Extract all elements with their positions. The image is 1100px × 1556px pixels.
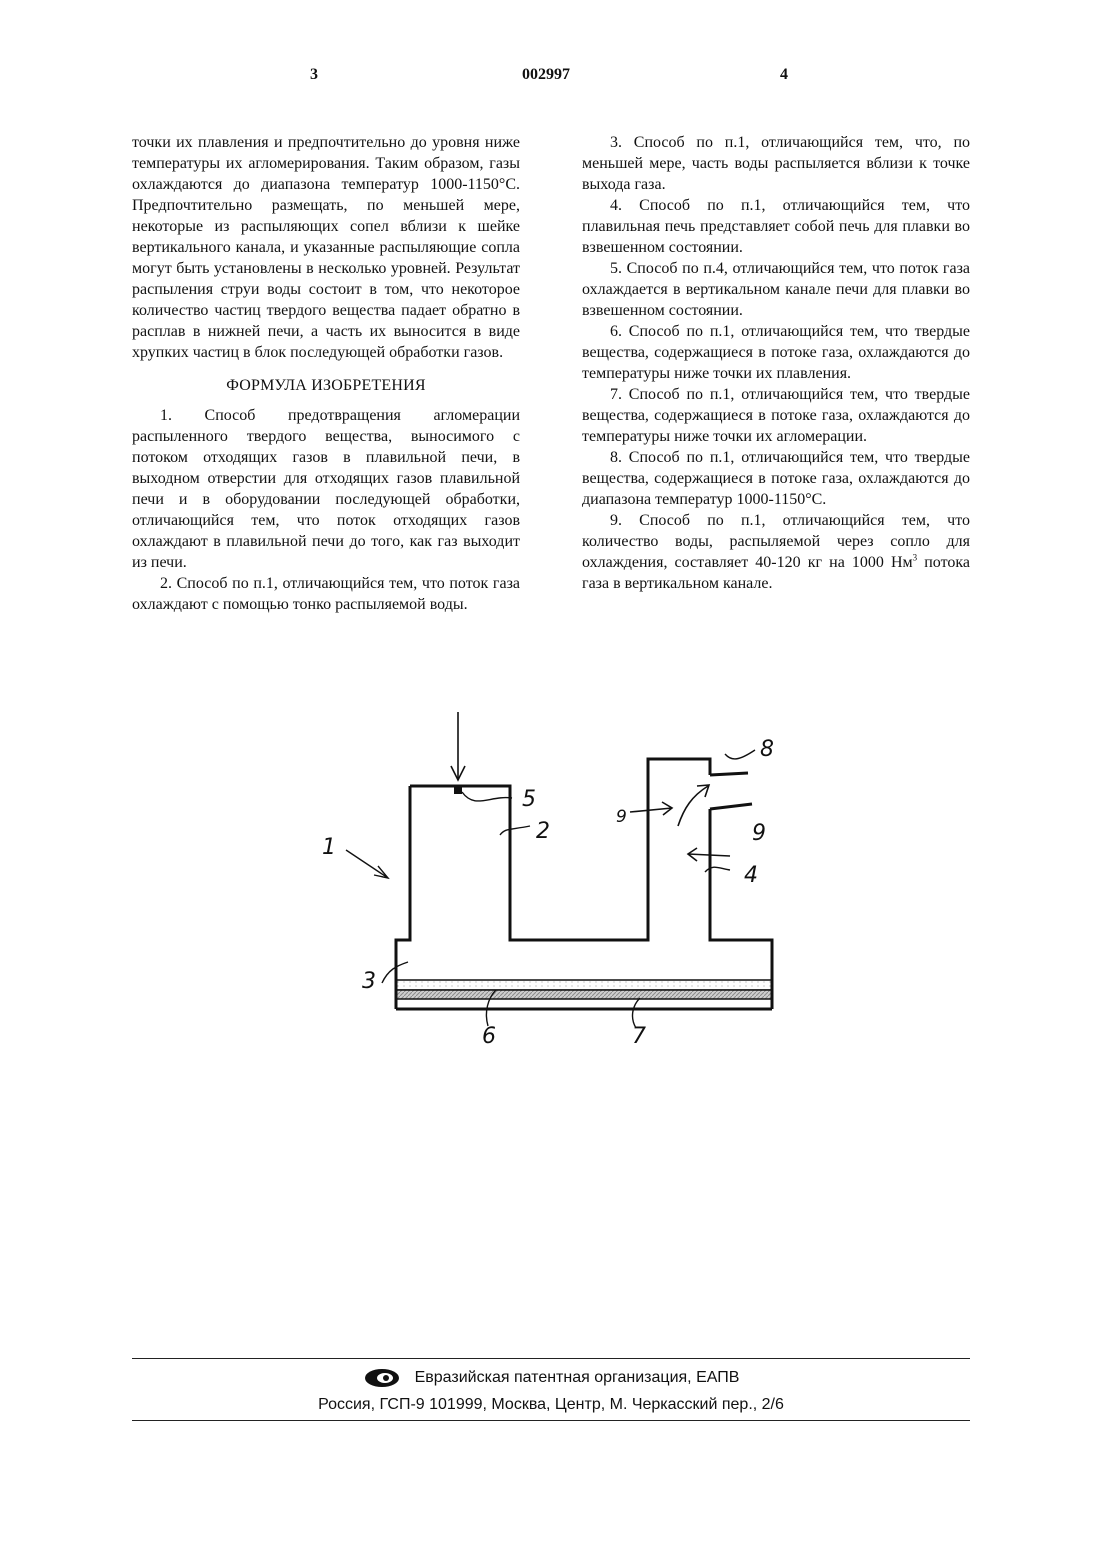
water-arrow-left: [630, 808, 672, 812]
right-column: [582, 132, 970, 594]
nozzle: [454, 786, 462, 794]
footer-organization-name: Евразийская патентная организация, ЕАПВ: [414, 1369, 740, 1386]
document-number: 002997: [522, 66, 570, 83]
claim-9-text: 9. Способ по п.1, отличающийся тем, что количество воды, распыляемой через сопло для охлаждения, составляет 40-120 кг на 1000 Нм: [582, 512, 970, 571]
furnace-outline: [396, 759, 772, 980]
label-6: 6: [482, 1024, 496, 1049]
claim-1: 1. Способ предотвращения агломерации распыленного твердого вещества, выносимого с потоком отходящих газов в плавильной печи, в выходном отверстии для отходящих газов плавильной печи и в оборудовании последующей обработки, отличающийся тем, что поток отходящих газов охлаждают в плавильной печи до того, как газ выходит из печи.: [132, 407, 520, 571]
claim-7: 7. Способ по п.1, отличающийся тем, что твердые вещества, содержащиеся в потоке газа, охлаждаются до температуры ниже точки их агломерации.: [582, 386, 970, 445]
slag-layer: [396, 990, 772, 999]
claim-5: 5. Способ по п.4, отличающийся тем, что поток газа охлаждается в вертикальном канале печи для плавки во взвешенном состоянии.: [582, 260, 970, 319]
label-2: 2: [536, 819, 550, 844]
page-number-right: 4: [780, 66, 788, 83]
label-9-right: 9: [752, 821, 766, 846]
label-7: 7: [632, 1024, 646, 1049]
footer-top-rule: [132, 1358, 970, 1359]
claim-6: 6. Способ по п.1, отличающийся тем, что твердые вещества, содержащиеся в потоке газа, охлаждаются до температуры ниже точки их плавления.: [582, 323, 970, 382]
furnace-diagram: [300, 700, 800, 1060]
footer-bottom-rule: [132, 1420, 970, 1421]
label-5: 5: [522, 787, 536, 812]
label-4: 4: [744, 863, 758, 888]
footer-address: Россия, ГСП-9 101999, Москва, Центр, М. Черкасский пер., 2/6: [318, 1396, 784, 1413]
gas-flow-arrow: [678, 786, 708, 826]
footer-organization: [132, 1367, 970, 1389]
label-8: 8: [760, 737, 774, 762]
claim-9-superscript: 3: [912, 552, 918, 563]
claim-9-tail: потока газа в вертикальном канале.: [582, 554, 971, 592]
outlet-upper-line: [710, 773, 748, 775]
claims-heading: ФОРМУЛА ИЗОБРЕТЕНИЯ: [226, 377, 426, 394]
claim-9: [582, 510, 970, 594]
outlet-lower-line: [710, 804, 752, 809]
page-number-left: 3: [310, 66, 318, 83]
label-3: 3: [362, 969, 376, 994]
claim-4: 4. Способ по п.1, отличающийся тем, что плавильная печь представляет собой печь для плавки во взвешенном состоянии.: [582, 197, 970, 256]
eapo-logo-icon: [363, 1367, 401, 1389]
claim-8: 8. Способ по п.1, отличающийся тем, что твердые вещества, содержащиеся в потоке газа, охлаждаются до диапазона температур 1000-1150°С.: [582, 449, 970, 508]
label-1: 1: [322, 835, 336, 860]
claim-3: 3. Способ по п.1, отличающийся тем, что, по меньшей мере, часть воды распыляется вблизи к точке выхода газа.: [582, 134, 970, 193]
left-column: [132, 132, 520, 615]
melt-layer: [396, 980, 772, 990]
intro-paragraph: точки их плавления и предпочтительно до уровня ниже температуры их агломерирования. Таким образом, газы охлаждаются до диапазона температур 1000-1150°С. Предпочтительно размещать, по меньшей мере, некоторые из распыляющих сопел вблизи к шейке вертикального канала, и указанные распыляющие сопла могут быть установлены в несколько уровней. Результат распыления струи воды состоит в том, что некоторое количество частиц твердого вещества падает обратно в расплав в нижней печи, а часть их выносится в виде хрупких частиц в блок последующей обработки газов.: [132, 134, 520, 361]
label-9-left: 9: [616, 807, 627, 827]
claim-2: 2. Способ по п.1, отличающийся тем, что поток газа охлаждают с помощью тонко распыляемой воды.: [132, 575, 520, 613]
water-arrow-right: [688, 854, 730, 856]
